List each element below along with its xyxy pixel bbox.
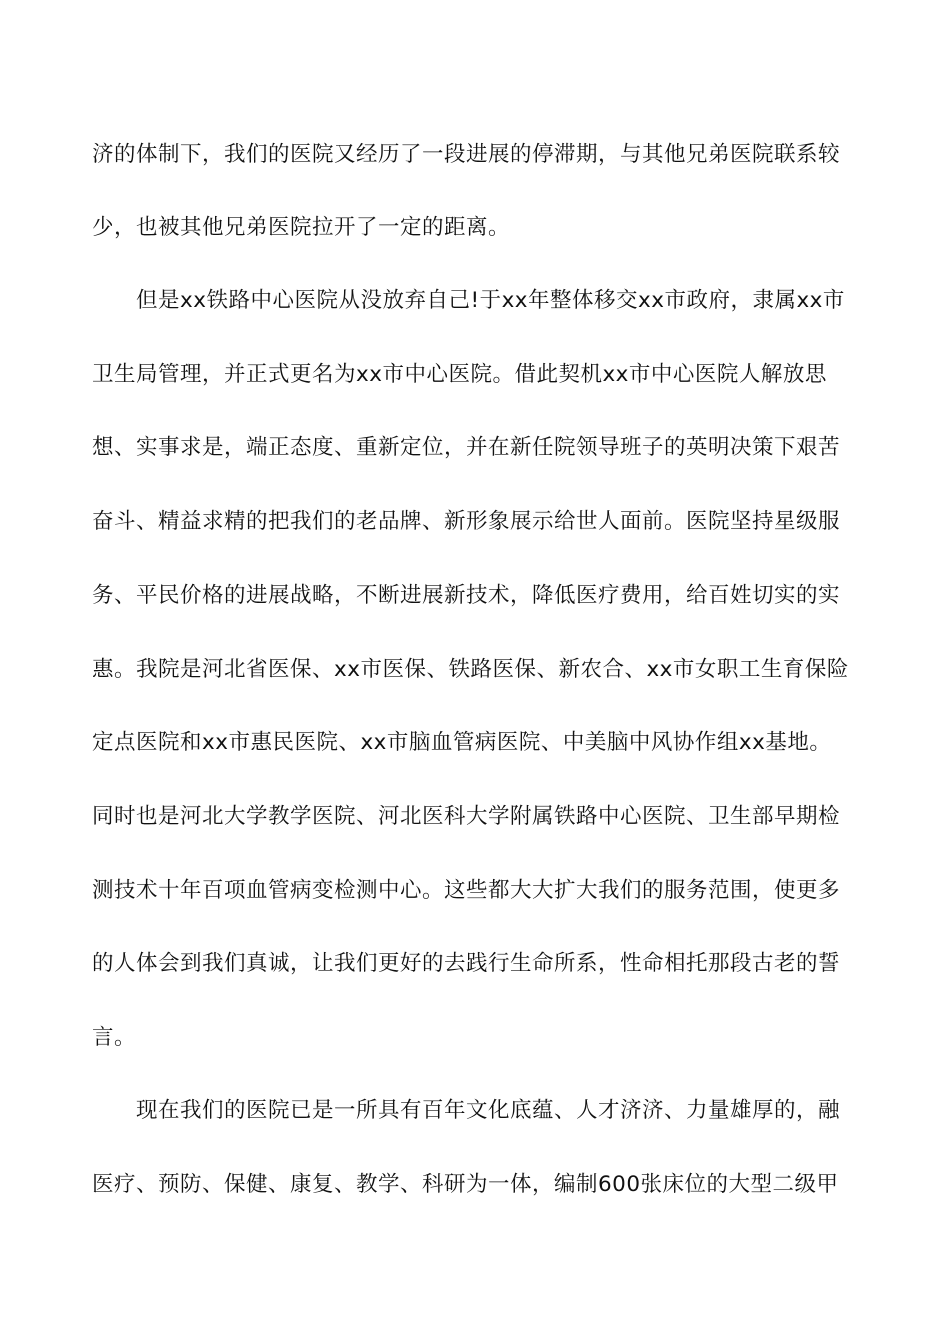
text-line: 测技术十年百项血管病变检测中心。这些都大大扩大我们的服务范围，使更多 (92, 878, 841, 903)
text-line: 少，也被其他兄弟医院拉开了一定的距离。 (92, 215, 511, 240)
text-line: 务、平民价格的进展战略，不断进展新技术，降低医疗费用，给百姓切实的实 (92, 583, 841, 608)
text-line: 奋斗、精益求精的把我们的老品牌、新形象展示给世人面前。医院坚持星级服 (92, 509, 841, 534)
text-line: 定点医院和xx市惠民医院、xx市脑血管病医院、中美脑中风协作组xx基地。 (92, 730, 832, 755)
text-line: 卫生局管理，并正式更名为xx市中心医院。借此契机xx市中心医院人解放思 (92, 362, 827, 387)
text-line: 济的体制下，我们的医院又经历了一段进展的停滞期，与其他兄弟医院联系较 (92, 142, 841, 167)
text-line: 同时也是河北大学教学医院、河北医科大学附属铁路中心医院、卫生部早期检 (92, 804, 841, 829)
text-line: 惠。我院是河北省医保、xx市医保、铁路医保、新农合、xx市女职工生育保险 (92, 657, 849, 682)
text-line: 医疗、预防、保健、康复、教学、科研为一体，编制600张床位的大型二级甲 (92, 1172, 839, 1197)
paragraph-first-line: 现在我们的医院已是一所具有百年文化底蕴、人才济济、力量雄厚的，融 (136, 1098, 841, 1123)
text-line: 的人体会到我们真诚，让我们更好的去践行生命所系，性命相托那段古老的誓 (92, 951, 841, 976)
paragraph-first-line: 但是xx铁路中心医院从没放弃自己!于xx年整体移交xx市政府，隶属xx市 (136, 288, 845, 313)
text-line: 言。 (92, 1025, 137, 1050)
text-line: 想、实事求是，端正态度、重新定位，并在新任院领导班子的英明决策下艰苦 (92, 435, 841, 460)
